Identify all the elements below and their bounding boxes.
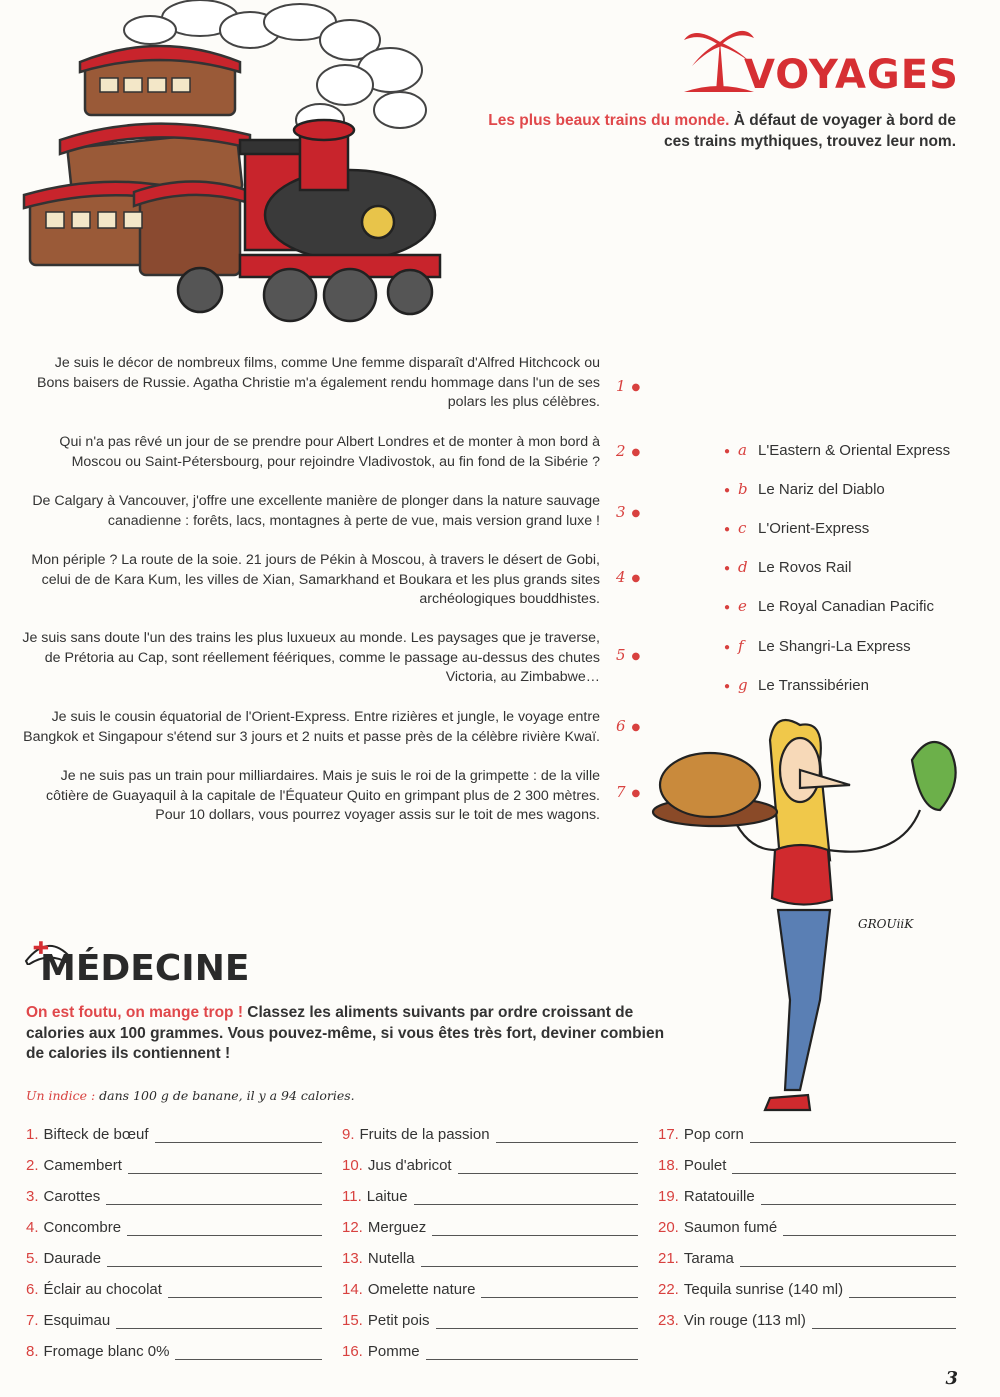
clue-5: Je suis sans doute l'un des trains les plus luxueux au monde. Les paysages que je traverse, de Prétoria au Cap, sont réellement féériques, comme le passage au-dessus des chutes Victoria, au Zimbabwe… bbox=[22, 630, 600, 685]
answer-d: ● d Le Rovos Rail bbox=[724, 558, 852, 576]
clue-number: 1 ● bbox=[616, 377, 641, 395]
answer-line bbox=[812, 1314, 956, 1329]
hint: Un indice : dans 100 g de banane, il y a 94 calories. bbox=[26, 1088, 355, 1103]
food-item-7[interactable]: 7. Esquimau bbox=[26, 1312, 322, 1329]
answer-line bbox=[432, 1221, 638, 1236]
food-item-2[interactable]: 2. Camembert bbox=[26, 1157, 322, 1174]
food-item-18[interactable]: 18. Poulet bbox=[658, 1157, 956, 1174]
food-item-19[interactable]: 19. Ratatouille bbox=[658, 1188, 956, 1205]
intro-highlight: Les plus beaux trains du monde. bbox=[488, 112, 730, 129]
answer-line bbox=[128, 1159, 322, 1174]
answer-line bbox=[732, 1159, 956, 1174]
train-illustration bbox=[0, 0, 470, 335]
voyages-intro bbox=[480, 110, 956, 152]
clue-number: 6 ● bbox=[616, 717, 641, 735]
intro-text: Classez les aliments suivants par ordre croissant de calories aux 100 grammes. Vous pouvez-même, si vous êtes très fort, deviner combien de calories ils contiennent ! bbox=[26, 1004, 665, 1062]
food-item-6[interactable]: 6. Éclair au chocolat bbox=[26, 1281, 322, 1298]
food-item-20[interactable]: 20. Saumon fumé bbox=[658, 1219, 956, 1236]
answer-line bbox=[107, 1252, 322, 1267]
answer-c: ● c L'Orient-Express bbox=[724, 519, 870, 537]
food-item-4[interactable]: 4. Concombre bbox=[26, 1219, 322, 1236]
answer-line bbox=[740, 1252, 956, 1267]
answer-line bbox=[175, 1345, 322, 1360]
clue-number: 5 ● bbox=[616, 646, 641, 664]
clue-4: Mon périple ? La route de la soie. 21 jours de Pékin à Moscou, à travers le désert de Gobi, celui de de Kara Kum, les villes de Xian, Samarkhand et Boukara et les plus grands sites archéologiques bouddhistes. bbox=[31, 552, 600, 607]
answer-line bbox=[155, 1128, 322, 1143]
answer-a: ● a L'Eastern & Oriental Express bbox=[724, 441, 951, 459]
clue-6: Je suis le cousin équatorial de l'Orient-Express. Entre rizières et jungle, le voyage entre Bangkok et Singapour s'étend sur 3 jours et 2 nuits et passe près de la célèbre rivière Kwaï. bbox=[23, 709, 600, 745]
answer-line bbox=[761, 1190, 956, 1205]
food-item-21[interactable]: 21. Tarama bbox=[658, 1250, 956, 1267]
food-item-10[interactable]: 10. Jus d'abricot bbox=[342, 1157, 638, 1174]
signature: GROUiiK bbox=[858, 917, 914, 931]
answer-line bbox=[168, 1283, 322, 1298]
clue-number: 7 ● bbox=[616, 783, 641, 801]
answer-line bbox=[421, 1252, 638, 1267]
food-item-1[interactable]: 1. Bifteck de bœuf bbox=[26, 1126, 322, 1143]
answer-line bbox=[750, 1128, 956, 1143]
intro-highlight: On est foutu, on mange trop ! bbox=[26, 1004, 243, 1021]
food-item-12[interactable]: 12. Merguez bbox=[342, 1219, 638, 1236]
section-title-medecine: MÉDECINE bbox=[40, 948, 250, 989]
food-item-17[interactable]: 17. Pop corn bbox=[658, 1126, 956, 1143]
food-item-5[interactable]: 5. Daurade bbox=[26, 1250, 322, 1267]
clue-3: De Calgary à Vancouver, j'offre une excellente manière de plonger dans la nature sauvage canadienne : forêts, lacs, montagnes à perte de vue, mais version grand luxe ! bbox=[32, 493, 600, 529]
clue-7: Je ne suis pas un train pour milliardaires. Mais je suis le roi de la grimpette : de la ville côtière de Guayaquil à la capitale de l'Équateur Quito en grimpant plus de 2 300 mètres. Pour 10 dollars, vous pourrez voyager assis sur le toit de mes wagons. bbox=[46, 768, 600, 823]
answer-line bbox=[426, 1345, 638, 1360]
answer-line bbox=[783, 1221, 956, 1236]
food-item-11[interactable]: 11. Laitue bbox=[342, 1188, 638, 1205]
answer-f: ● f Le Shangri-La Express bbox=[724, 637, 911, 655]
food-item-15[interactable]: 15. Petit pois bbox=[342, 1312, 638, 1329]
section-title-voyages: VOYAGES bbox=[744, 52, 959, 98]
clue-number: 3 ● bbox=[616, 503, 641, 521]
answer-line bbox=[116, 1314, 322, 1329]
answer-line bbox=[496, 1128, 638, 1143]
food-item-14[interactable]: 14. Omelette nature bbox=[342, 1281, 638, 1298]
clue-2: Qui n'a pas rêvé un jour de se prendre pour Albert Londres et de monter à mon bord à Moscou ou Saint-Pétersbourg, pour rejoindre Vladivostok, au fin fond de la Sibérie ? bbox=[59, 434, 600, 470]
answer-line bbox=[481, 1283, 638, 1298]
answer-line bbox=[458, 1159, 638, 1174]
answer-line bbox=[849, 1283, 956, 1298]
food-item-8[interactable]: 8. Fromage blanc 0% bbox=[26, 1343, 322, 1360]
food-item-3[interactable]: 3. Carottes bbox=[26, 1188, 322, 1205]
food-item-9[interactable]: 9. Fruits de la passion bbox=[342, 1126, 638, 1143]
answer-b: ● b Le Nariz del Diablo bbox=[724, 480, 885, 498]
food-item-16[interactable]: 16. Pomme bbox=[342, 1343, 638, 1360]
food-item-23[interactable]: 23. Vin rouge (113 ml) bbox=[658, 1312, 956, 1329]
clue-number: 2 ● bbox=[616, 442, 641, 460]
answer-line bbox=[414, 1190, 638, 1205]
answer-line bbox=[436, 1314, 638, 1329]
clue-1: Je suis le décor de nombreux films, comme Une femme disparaît d'Alfred Hitchcock ou Bons baisers de Russie. Agatha Christie m'a également rendu hommage dans l'un de ses polars les plus célèbres. bbox=[37, 355, 600, 410]
intro-text: À défaut de voyager à bord de ces trains mythiques, trouvez leur nom. bbox=[664, 112, 956, 150]
page-number: 3 bbox=[945, 1368, 958, 1389]
clue-number: 4 ● bbox=[616, 568, 641, 586]
food-item-13[interactable]: 13. Nutella bbox=[342, 1250, 638, 1267]
answer-g: ● g Le Transsibérien bbox=[724, 676, 869, 694]
food-item-22[interactable]: 22. Tequila sunrise (140 ml) bbox=[658, 1281, 956, 1298]
answer-e: ● e Le Royal Canadian Pacific bbox=[724, 597, 934, 615]
answer-line bbox=[127, 1221, 322, 1236]
answer-line bbox=[106, 1190, 322, 1205]
medecine-intro bbox=[26, 1003, 686, 1065]
woman-illustration bbox=[650, 700, 970, 1130]
